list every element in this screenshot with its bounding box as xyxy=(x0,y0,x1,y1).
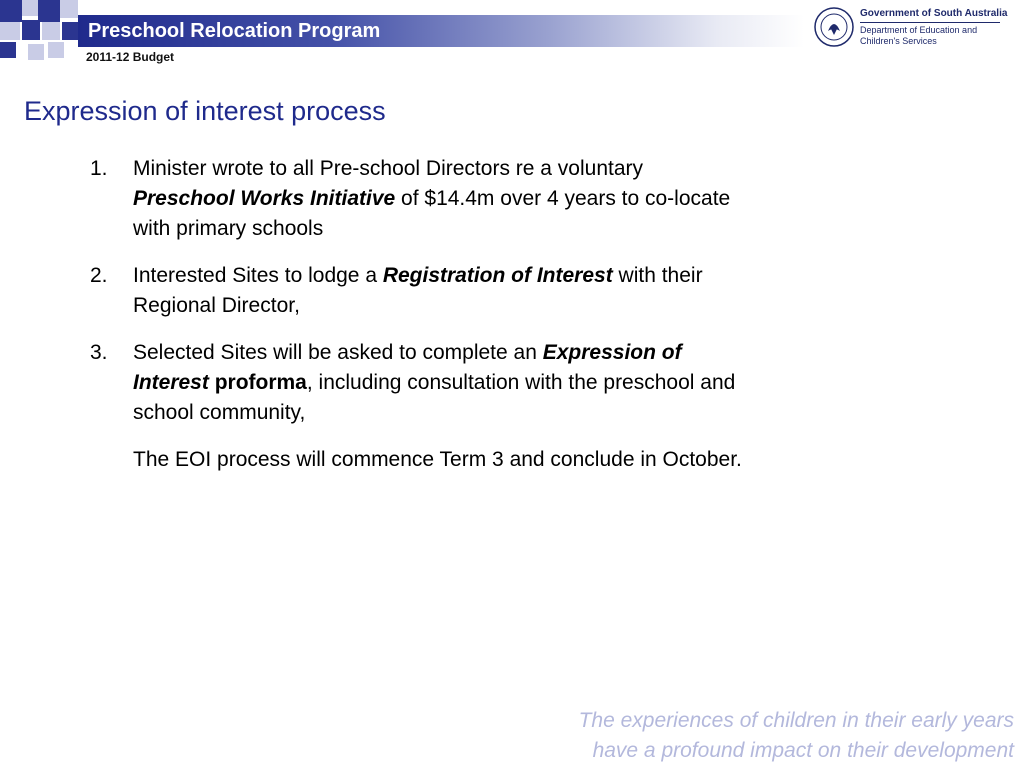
emphasis-text: Preschool Works Initiative xyxy=(133,187,396,210)
decor-square xyxy=(42,22,60,40)
south-australia-seal-icon xyxy=(814,7,854,47)
footer-line-2: have a profound impact on their development xyxy=(592,739,1014,762)
emphasis-text: Registration of Interest xyxy=(382,264,613,287)
slide-title: Expression of interest process xyxy=(24,96,386,126)
decor-square xyxy=(48,42,64,58)
list-number: 2. xyxy=(90,264,108,287)
list-item xyxy=(90,154,750,244)
list-item-text: Minister wrote to all Pre-school Directors re a voluntary Preschool Works Initiative of $14.4m over 4 years to co-locate with primary schools xyxy=(133,157,731,240)
footer-quote xyxy=(579,706,1014,766)
eoi-note: The EOI process will commence Term 3 and conclude in October. xyxy=(133,448,742,471)
decor-square xyxy=(0,42,16,58)
decor-square xyxy=(22,20,40,40)
bold-text: proforma xyxy=(208,371,307,394)
list-item xyxy=(90,338,750,428)
list-item-text: Interested Sites to lodge a Registration of Interest with their Regional Director, xyxy=(133,264,703,317)
decor-square xyxy=(0,22,20,40)
decor-square xyxy=(38,0,60,22)
decor-square xyxy=(60,0,78,18)
list-item-text: Selected Sites will be asked to complete an Expression of Interest proforma, including consultation with the preschool and school community, xyxy=(133,341,736,424)
list-item xyxy=(90,261,750,321)
decor-square xyxy=(22,0,38,16)
government-logo-text xyxy=(860,8,1007,47)
department-line-2: Children's Services xyxy=(860,36,937,46)
logo-divider xyxy=(860,22,1000,23)
list-number: 3. xyxy=(90,341,108,364)
budget-subtitle: 2011-12 Budget xyxy=(86,50,175,64)
banner-title: Preschool Relocation Program xyxy=(88,20,381,42)
emphasis-text: Expression of Interest xyxy=(133,341,682,394)
footer-line-1: The experiences of children in their early years xyxy=(578,709,1014,732)
department-line-1: Department of Education and xyxy=(860,25,978,35)
decor-square xyxy=(62,22,78,40)
list-number: 1. xyxy=(90,157,108,180)
gov-name: Government of South Australia xyxy=(860,8,1008,19)
process-list xyxy=(90,154,750,475)
decor-square xyxy=(0,0,22,22)
decor-square xyxy=(28,44,44,60)
